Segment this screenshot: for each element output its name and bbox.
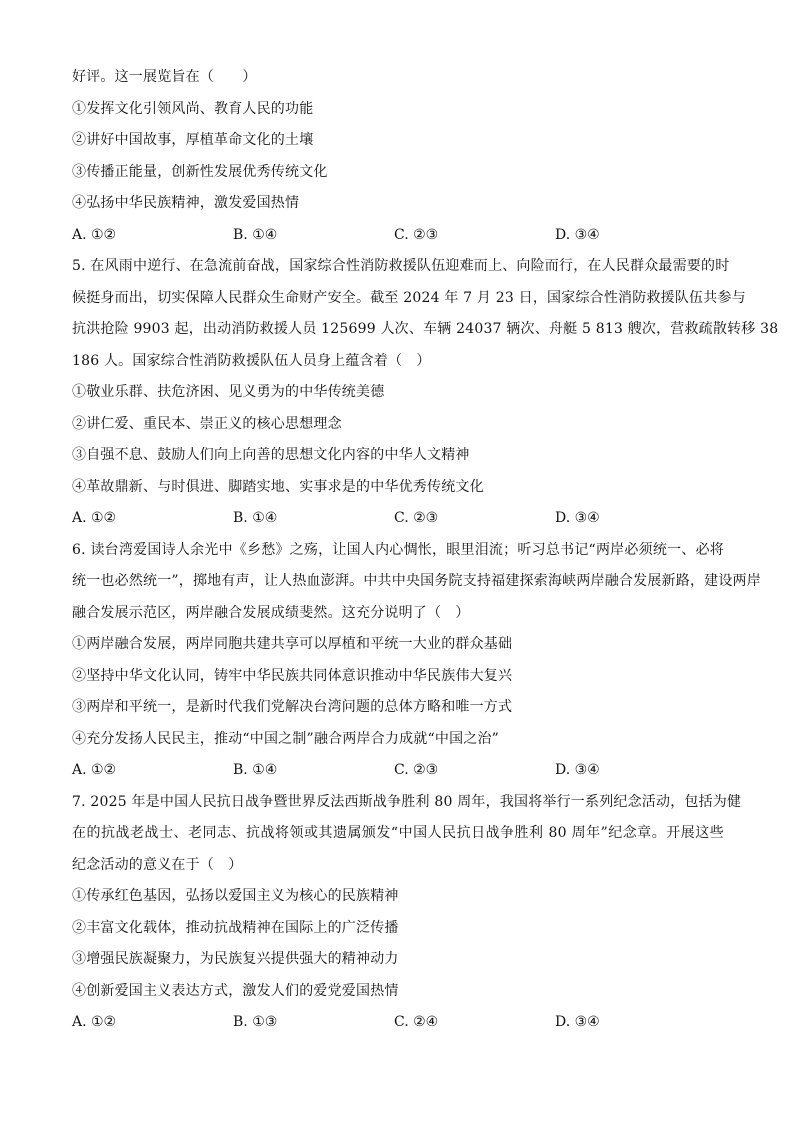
q4-option-d[interactable]: D. ③④ [555,226,600,243]
q5-statement-4: ④革故鼎新、与时俱进、脚踏实地、实事求是的中华优秀传统文化 [72,478,484,495]
q4-option-b[interactable]: B. ①④ [233,226,278,243]
q4-options [72,220,724,252]
q5-statement-3: ③自强不息、鼓励人们向上向善的思想文化内容的中华人文精神 [72,447,470,463]
q6-options [72,755,724,787]
q5-options [72,503,724,535]
q7-option-c[interactable]: C. ②④ [394,1014,439,1030]
q7-stem-line-1: 7. 2025 年是中国人民抗日战争暨世界反法西斯战争胜利 80 周年，我国将举行一系列纪念活动，包括为健 [72,793,742,810]
q7-options [72,1007,724,1039]
q5-option-b[interactable]: B. ①④ [233,510,278,526]
q7-option-d[interactable]: D. ③④ [555,1014,600,1030]
q7-statement-4: ④创新爱国主义表达方式，激发人们的爱党爱国热情 [72,982,399,999]
q6-option-a[interactable]: A. ①② [72,762,117,778]
q5-statement-2: ②讲仁爱、重民本、崇正义的核心思想理念 [72,415,342,432]
q7-statement-3: ③增强民族凝聚力，为民族复兴提供强大的精神动力 [72,951,399,967]
q7-option-a[interactable]: A. ①② [72,1014,117,1030]
q6-stem-line-2: 统一也必然统一”，掷地有声，让人热血澎湃。中共中央国务院支持福建探索海峡两岸融合发展新路，建设两岸 [72,573,761,589]
q7-option-b[interactable]: B. ①③ [233,1014,278,1030]
q7-stem-line-2: 在的抗战老战士、老同志、抗战将领或其遗属颁发“中国人民抗日战争胜利 80 周年”纪念章。开展这些 [72,825,724,841]
q4-statement-4: ④弘扬中华民族精神，激发爱国热情 [72,195,300,211]
q4-statement-2: ②讲好中国故事，厚植革命文化的土壤 [72,132,314,148]
q7-stem-line-3: 纪念活动的意义在于（ ） [72,856,243,873]
q4-statement-3: ③传播正能量，创新性发展优秀传统文化 [72,163,328,180]
q4-option-a[interactable]: A. ①② [72,226,117,243]
q5-statement-1: ①敬业乐群、扶危济困、见义勇为的中华传统美德 [72,384,385,400]
q6-option-c[interactable]: C. ②③ [394,762,439,778]
q5-stem-line-4: 186 人。国家综合性消防救援队伍人员身上蕴含着（ ） [72,352,431,369]
q5-option-d[interactable]: D. ③④ [555,510,600,526]
q7-statement-2: ②丰富文化载体，推动抗战精神在国际上的广泛传播 [72,919,399,936]
q5-stem-line-1: 5. 在风雨中逆行、在急流前奋战，国家综合性消防救援队伍迎难而上、向险而行，在人民群众最需要的时 [72,258,730,274]
q6-statement-2: ②坚持中华文化认同，铸牢中华民族共同体意识推动中华民族伟大复兴 [72,667,513,684]
q6-statement-1: ①两岸融合发展，两岸同胞共建共享可以厚植和平统一大业的群众基础 [72,636,513,652]
q6-option-b[interactable]: B. ①④ [233,762,278,778]
q5-option-c[interactable]: C. ②③ [394,510,439,526]
q6-stem-line-3: 融合发展示范区，两岸融合发展成绩斐然。这充分说明了（ ） [72,604,470,621]
q4-statement-1: ①发挥文化引领风尚、教育人民的功能 [72,100,314,117]
q5-stem-line-3: 抗洪抢险 9903 起，出动消防救援人员 125699 人次、车辆 24037 辆次、舟艇 5 813 艘次，营救疏散转移 38 [72,321,779,337]
q4-option-c[interactable]: C. ②③ [394,226,439,243]
q6-statement-4: ④充分发扬人民民主，推动“中国之制”融合两岸合力成就“中国之治” [72,730,500,747]
q7-statement-1: ①传承红色基因，弘扬以爱国主义为核心的民族精神 [72,888,399,904]
q6-option-d[interactable]: D. ③④ [555,762,600,778]
q6-statement-3: ③两岸和平统一，是新时代我们党解决台湾问题的总体方略和唯一方式 [72,699,513,715]
q5-stem-line-2: 候挺身而出，切实保障人民群众生命财产安全。截至 2024 年 7 月 23 日，国家综合性消防救援队伍共参与 [72,289,746,306]
q6-stem-line-1: 6. 读台湾爱国诗人余光中《乡愁》之殇，让国人内心惆怅，眼里泪流；听习总书记“两岸必须统一、必将 [72,541,724,558]
page-content [72,62,779,1039]
q5-option-a[interactable]: A. ①② [72,510,117,526]
q4-stem-end: 好评。这一展览旨在（ ） [72,69,257,85]
